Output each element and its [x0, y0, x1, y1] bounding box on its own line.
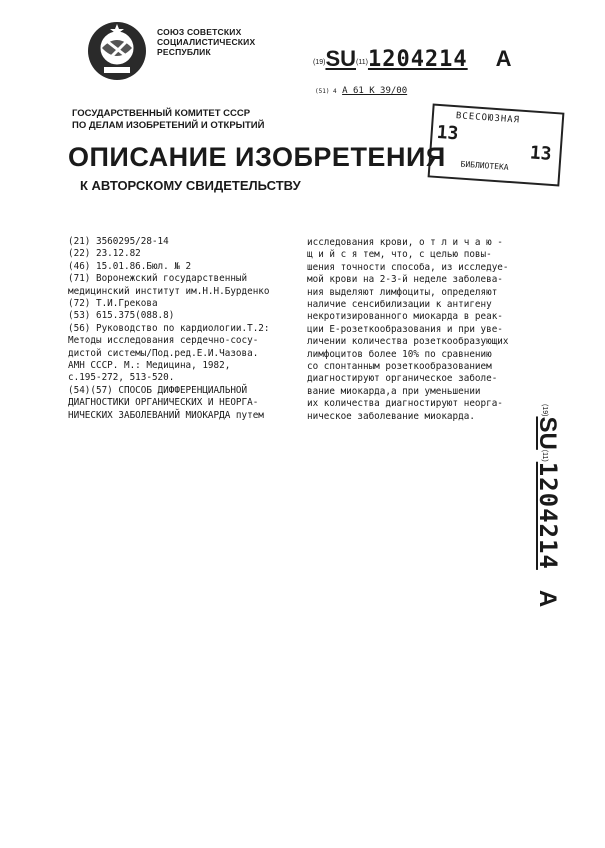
abstract-line: исследования крови, о т л и ч а ю - [307, 237, 503, 248]
abstract-line: их количества диагностируют неорга- [307, 398, 503, 410]
bibliography-column [68, 236, 300, 422]
country-name [157, 27, 255, 57]
code-19: (19) [313, 59, 326, 66]
bib-line: НИЧЕСКИХ ЗАБОЛЕВАНИЙ МИОКАРДА путем [68, 409, 264, 421]
bib-line: (56) Руководство по кардиологии.Т.2: [68, 322, 270, 334]
ipc-value: A 61 K 39/00 [342, 86, 408, 96]
bib-line: (53) 615.375(088.8) [68, 310, 175, 322]
publication-number [313, 46, 512, 76]
bib-line: дистой системы/Под.ред.Е.И.Чазова. [68, 347, 259, 359]
bib-line: (71) Воронежский государственный [68, 273, 248, 285]
bib-line: с.195-272, 513-520. [68, 372, 175, 384]
document-subtitle: К АВТОРСКОМУ СВИДЕТЕЛЬСТВУ [80, 178, 301, 193]
abstract-line: вание миокарда,а при уменьшении [307, 385, 481, 397]
abstract-line: диагностируют органическое заболе- [307, 373, 498, 385]
ipc-code: (51) 4 [315, 88, 337, 95]
abstract-line: ническое заболевание миокарда. [307, 410, 475, 422]
bib-line: (22) 23.12.82 [68, 248, 141, 260]
abstract-line: ния выделяют лимфоциты, определяют [307, 286, 498, 298]
abstract-line: шения точности способа, из исследуе- [307, 261, 509, 273]
country-line: СОЮЗ СОВЕТСКИХ [157, 27, 242, 37]
bib-line: (72) Т.И.Грекова [68, 298, 158, 310]
bib-line: ДИАГНОСТИКИ ОРГАНИЧЕСКИХ И НЕОРГА- [68, 397, 259, 409]
committee-line: ГОСУДАРСТВЕННЫЙ КОМИТЕТ СССР [72, 108, 251, 119]
abstract-line: лимфоцитов более 10% по сравнению [307, 348, 492, 360]
document-title: ОПИСАНИЕ ИЗОБРЕТЕНИЯ [68, 142, 446, 172]
ussr-emblem-icon [86, 20, 148, 82]
committee-name [72, 108, 264, 132]
side-kind-code: A [534, 589, 561, 608]
abstract-line: мой крови на 2-3-й неделе заболева- [307, 274, 503, 286]
stamp-right-num: 13 [529, 142, 553, 165]
country-code: SU [325, 46, 357, 71]
committee-line: ПО ДЕЛАМ ИЗОБРЕТЕНИЙ И ОТКРЫТИЙ [72, 120, 265, 131]
ipc-classification [315, 86, 407, 96]
stamp-line1: ВСЕСОЮЗНАЯ [455, 111, 521, 126]
code-11: (11) [356, 59, 368, 66]
kind-code: A [495, 46, 512, 71]
bib-line: АМН СССР. М.: Медицина, 1982, [68, 360, 231, 372]
stamp-left-num: 13 [436, 121, 460, 145]
side-country-code: SU [534, 416, 561, 450]
library-stamp [428, 103, 565, 186]
abstract-line: личении количества розеткообразующих [307, 336, 509, 348]
side-patent-number: 1204214 [534, 461, 562, 570]
bib-line: медицинский институт им.Н.Н.Бурденко [68, 285, 270, 297]
stamp-line4: БИБЛИОТЕКА [460, 159, 509, 172]
abstract-line: щ и й с я тем, что, с целью повы- [307, 249, 492, 261]
side-publication-number [518, 404, 578, 656]
bib-line: Методы исследования сердечно-сосу- [68, 335, 259, 347]
bib-line: (46) 15.01.86.Бюл. № 2 [68, 260, 192, 272]
abstract-line: со спонтанным розеткообразованием [307, 361, 492, 373]
abstract-column [307, 237, 525, 423]
abstract-line: некротизированного миокарда в реак- [307, 311, 503, 323]
country-line: РЕСПУБЛИК [157, 47, 211, 57]
side-code-11: (11) [541, 449, 548, 462]
country-line: СОЦИАЛИСТИЧЕСКИХ [157, 37, 256, 47]
bib-line: (54)(57) СПОСОБ ДИФФЕРЕНЦИАЛЬНОЙ [68, 384, 248, 396]
abstract-line: наличие сенсибилизации к антигену [307, 299, 492, 311]
bib-line: (21) 3560295/28-14 [68, 236, 169, 247]
side-code-19: (19) [541, 404, 548, 417]
patent-number: 1204214 [367, 47, 468, 72]
abstract-line: ции Е-розеткообразования и при уве- [307, 323, 503, 335]
